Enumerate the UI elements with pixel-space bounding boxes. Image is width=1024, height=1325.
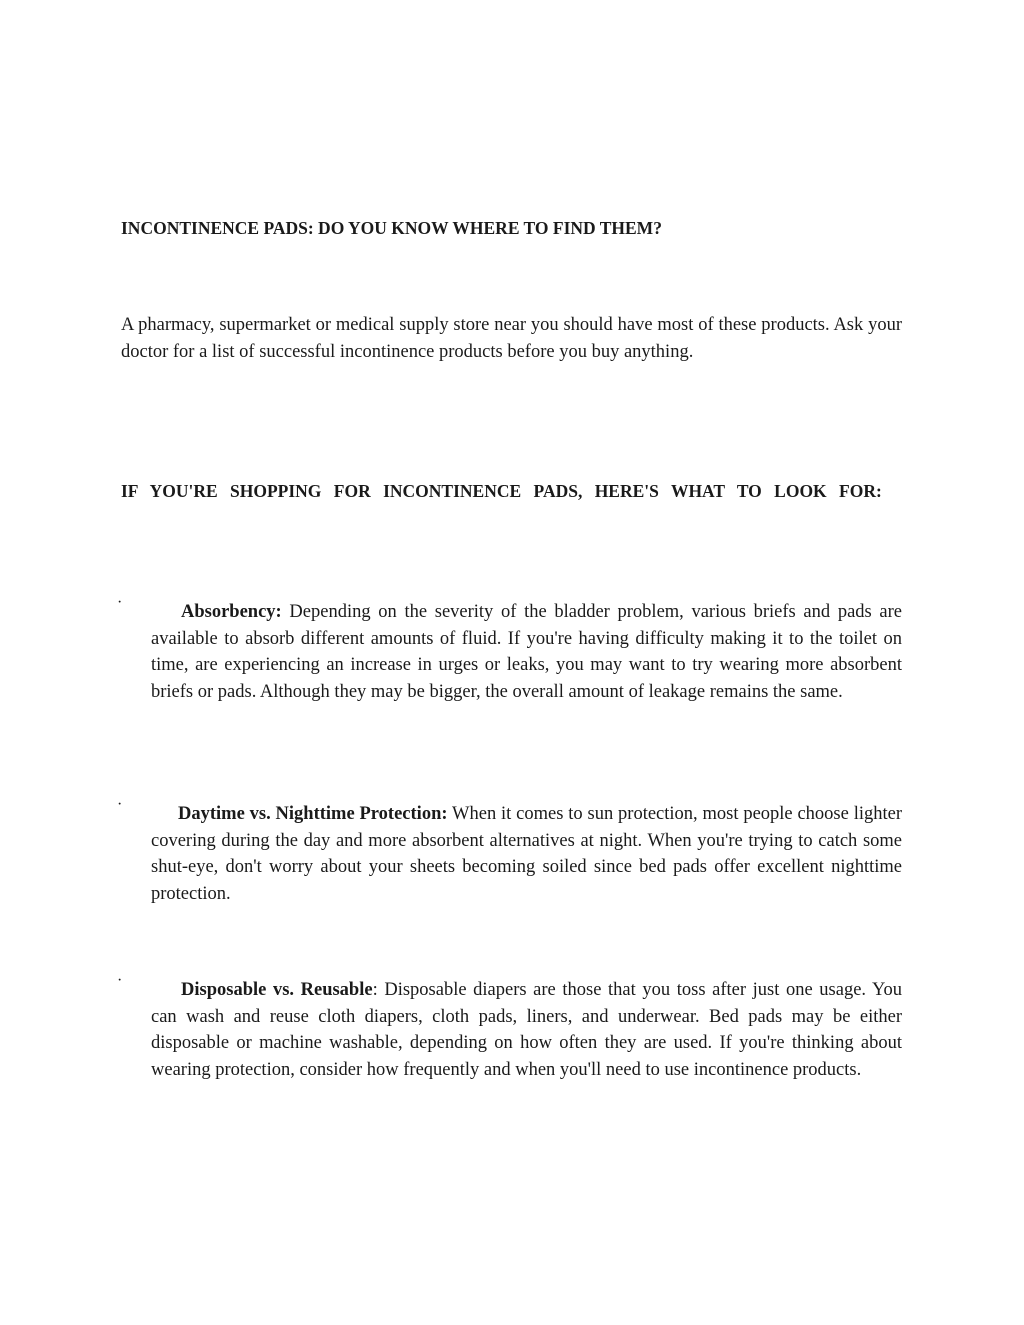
list-item-text — [151, 599, 902, 705]
bullet-marker: · — [117, 594, 123, 611]
bullet-marker: · — [117, 972, 123, 989]
paragraph-where-to-buy: A pharmacy, supermarket or medical supply store near you should have most of these products. Ask your doctor for a list of successful incontinence products before you buy anything. — [121, 315, 902, 362]
list-item-lead: Absorbency: — [181, 602, 282, 622]
list-item-absorbency — [117, 594, 902, 705]
heading-where-to-find: INCONTINENCE PADS: DO YOU KNOW WHERE TO FIND THEM? — [121, 218, 662, 238]
bullet-marker: · — [117, 796, 123, 813]
list-item-daytime-nighttime — [117, 796, 902, 907]
list-item-lead: Daytime vs. Nighttime Protection: — [178, 804, 448, 824]
list-item-lead: Disposable vs. Reusable — [181, 980, 373, 1000]
list-item-text — [151, 977, 902, 1083]
list-item-body: When it comes to sun protection, most people choose lighter covering during the day and more absorbent alternatives at night. When you're trying to catch some shut-eye, don't worry about your sheets becoming soiled since bed pads offer excellent nighttime protection. — [151, 804, 902, 904]
list-item-text — [151, 801, 902, 907]
heading-what-to-look-for: IF YOU'RE SHOPPING FOR INCONTINENCE PADS, HERE'S WHAT TO LOOK FOR: — [121, 481, 882, 501]
list-item-body: : Disposable diapers are those that you toss after just one usage. You can wash and reuse cloth diapers, cloth pads, liners, and underwear. Bed pads may be either disposable or machine washable, depending on how often they are used. If you're thinking about wearing protection, consider how frequently and when you'll need to use incontinence products. — [151, 980, 902, 1080]
list-item-disposable-reusable — [117, 972, 902, 1083]
list-item-body: Depending on the severity of the bladder problem, various briefs and pads are available to absorb different amounts of fluid. If you're having difficulty making it to the toilet on time, are experiencing an increase in urges or leaks, you may want to try wearing more absorbent briefs or pads. Although they may be bigger, the overall amount of leakage remains the same. — [151, 602, 902, 702]
